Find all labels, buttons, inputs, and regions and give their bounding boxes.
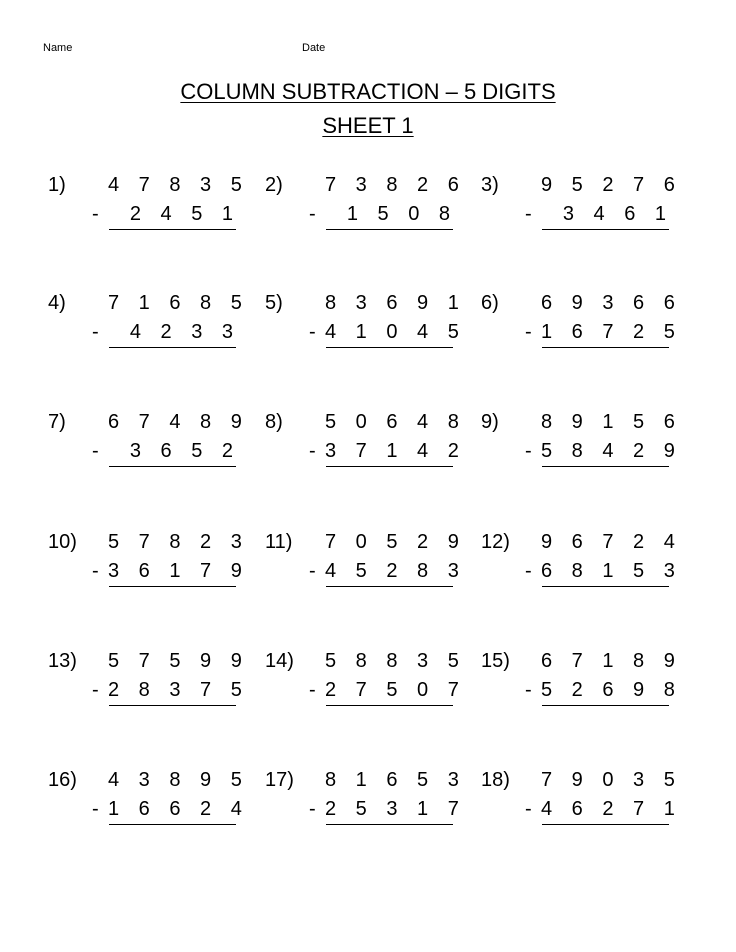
subtrahend: 2 8 3 7 5: [108, 679, 249, 701]
answer-line: [542, 229, 669, 230]
minuend: 8 1 6 5 3: [325, 769, 466, 791]
problem-number: 11): [265, 531, 293, 553]
minuend: 7 0 5 2 9: [325, 531, 466, 553]
minus-sign: -: [309, 321, 316, 343]
minuend: 6 7 4 8 9: [108, 411, 249, 433]
problem-number: 9): [481, 411, 499, 433]
minuend: 7 1 6 8 5: [108, 292, 249, 314]
minus-sign: -: [525, 203, 532, 225]
problem-number: 5): [265, 292, 283, 314]
problem-number: 15): [481, 650, 510, 672]
problem-number: 16): [48, 769, 77, 791]
minus-sign: -: [309, 560, 316, 582]
answer-line: [326, 586, 453, 587]
date-label: Date: [302, 42, 326, 54]
problem-number: 2): [265, 174, 283, 196]
minuend: 7 3 8 2 6: [325, 174, 466, 196]
subtrahend: 2 4 5 1: [129, 203, 240, 225]
problem-1: [48, 172, 264, 242]
minuend: 5 7 8 2 3: [108, 531, 249, 553]
subtrahend: 3 7 1 4 2: [325, 440, 466, 462]
subtrahend: 6 8 1 5 3: [541, 560, 682, 582]
worksheet-title: COLUMN SUBTRACTION – 5 DIGITS: [180, 79, 556, 104]
minuend: 7 9 0 3 5: [541, 769, 682, 791]
minus-sign: -: [525, 798, 532, 820]
minus-sign: -: [92, 679, 99, 701]
minuend: 5 7 5 9 9: [108, 650, 249, 672]
answer-line: [109, 466, 236, 467]
problem-number: 17): [265, 769, 294, 791]
problem-number: 1): [48, 174, 66, 196]
minus-sign: -: [525, 440, 532, 462]
minus-sign: -: [92, 203, 99, 225]
answer-line: [542, 824, 669, 825]
name-label: Name: [43, 42, 73, 54]
problem-number: 6): [481, 292, 499, 314]
minus-sign: -: [92, 321, 99, 343]
answer-line: [542, 347, 669, 348]
problem-12: [481, 529, 697, 599]
subtrahend: 4 2 3 3: [129, 321, 240, 343]
minus-sign: -: [309, 798, 316, 820]
answer-line: [109, 347, 236, 348]
problem-number: 18): [481, 769, 510, 791]
answer-line: [326, 229, 453, 230]
problem-number: 13): [48, 650, 77, 672]
minus-sign: -: [525, 321, 532, 343]
minus-sign: -: [525, 560, 532, 582]
subtrahend: 5 2 6 9 8: [541, 679, 682, 701]
worksheet-subtitle: SHEET 1: [322, 113, 414, 138]
subtrahend: 2 7 5 0 7: [325, 679, 466, 701]
subtrahend: 4 5 2 8 3: [325, 560, 466, 582]
minus-sign: -: [525, 679, 532, 701]
minuend: 9 6 7 2 4: [541, 531, 682, 553]
problem-4: [48, 290, 264, 360]
minus-sign: -: [309, 440, 316, 462]
subtrahend: 3 6 5 2: [129, 440, 240, 462]
minus-sign: -: [92, 560, 99, 582]
problem-number: 8): [265, 411, 283, 433]
problem-10: [48, 529, 264, 599]
answer-line: [326, 705, 453, 706]
minuend: 8 3 6 9 1: [325, 292, 466, 314]
answer-line: [542, 586, 669, 587]
problem-number: 10): [48, 531, 77, 553]
minuend: 9 5 2 7 6: [541, 174, 682, 196]
answer-line: [542, 705, 669, 706]
problem-number: 3): [481, 174, 499, 196]
answer-line: [326, 466, 453, 467]
problem-6: [481, 290, 697, 360]
problem-number: 12): [481, 531, 510, 553]
problem-8: [265, 409, 481, 479]
problem-7: [48, 409, 264, 479]
problem-2: [265, 172, 481, 242]
minuend: 8 9 1 5 6: [541, 411, 682, 433]
minuend: 4 3 8 9 5: [108, 769, 249, 791]
subtrahend: 5 8 4 2 9: [541, 440, 682, 462]
problem-18: [481, 767, 697, 837]
answer-line: [109, 229, 236, 230]
minus-sign: -: [92, 440, 99, 462]
minus-sign: -: [309, 203, 316, 225]
answer-line: [326, 824, 453, 825]
subtrahend: 1 6 6 2 4: [108, 798, 249, 820]
problem-15: [481, 648, 697, 718]
subtrahend: 3 6 1 7 9: [108, 560, 249, 582]
answer-line: [542, 466, 669, 467]
problem-number: 14): [265, 650, 294, 672]
minus-sign: -: [309, 679, 316, 701]
subtrahend: 4 6 2 7 1: [541, 798, 682, 820]
subtrahend: 4 1 0 4 5: [325, 321, 466, 343]
subtrahend: 1 5 0 8: [346, 203, 457, 225]
problem-17: [265, 767, 481, 837]
minus-sign: -: [92, 798, 99, 820]
problem-number: 4): [48, 292, 66, 314]
minuend: 5 8 8 3 5: [325, 650, 466, 672]
problem-13: [48, 648, 264, 718]
problem-11: [265, 529, 481, 599]
subtrahend: 2 5 3 1 7: [325, 798, 466, 820]
answer-line: [109, 824, 236, 825]
problem-3: [481, 172, 697, 242]
answer-line: [109, 705, 236, 706]
problem-14: [265, 648, 481, 718]
minuend: 4 7 8 3 5: [108, 174, 249, 196]
problem-9: [481, 409, 697, 479]
subtrahend: 1 6 7 2 5: [541, 321, 682, 343]
answer-line: [326, 347, 453, 348]
problem-number: 7): [48, 411, 66, 433]
minuend: 6 9 3 6 6: [541, 292, 682, 314]
problem-16: [48, 767, 264, 837]
problem-5: [265, 290, 481, 360]
minuend: 6 7 1 8 9: [541, 650, 682, 672]
subtrahend: 3 4 6 1: [562, 203, 673, 225]
minuend: 5 0 6 4 8: [325, 411, 466, 433]
answer-line: [109, 586, 236, 587]
